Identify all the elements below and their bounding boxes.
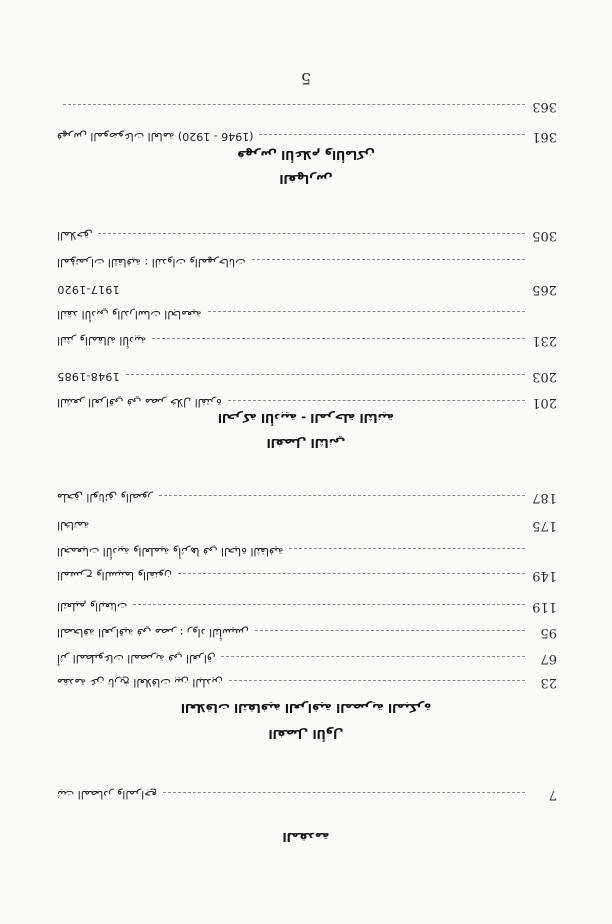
leader-dots bbox=[290, 549, 526, 550]
leader-dots bbox=[133, 605, 525, 606]
chapter-subheading-ch2: الحركة الأدبية - المرحلة الثانية bbox=[217, 411, 395, 425]
toc-entry bbox=[57, 648, 557, 666]
toc-entry-page: 95 bbox=[540, 625, 557, 640]
toc-entry-text: المؤتمرات الثقافية : الندوات والمهرجانات bbox=[57, 256, 246, 269]
toc-entry bbox=[57, 565, 557, 583]
toc-entry-text: النثر والمقالة الأدبية bbox=[57, 334, 147, 347]
page-number: 5 bbox=[300, 69, 312, 88]
toc-entry-text: 1948-1985 bbox=[57, 370, 120, 383]
leader-dots bbox=[259, 135, 525, 136]
toc-entry bbox=[57, 596, 557, 614]
leader-dots bbox=[228, 401, 525, 402]
toc-entry bbox=[57, 225, 557, 243]
chapter-heading-ch1: الفصل الأول bbox=[268, 727, 344, 741]
toc-entry-page: 361 bbox=[532, 129, 557, 144]
toc-entry-text: التعليم والبعثات bbox=[57, 600, 128, 613]
leader-dots bbox=[252, 260, 525, 261]
toc-entry-page: 7 bbox=[548, 787, 557, 802]
toc-entry bbox=[57, 251, 557, 269]
toc-entry bbox=[57, 515, 557, 533]
leader-dots bbox=[178, 574, 525, 575]
leader-dots bbox=[152, 339, 525, 340]
toc-entry bbox=[57, 366, 557, 384]
toc-entry-text: 1917-1920 bbox=[57, 283, 120, 296]
leader-dots bbox=[208, 312, 525, 313]
chapter-heading-ch0: المقدمة bbox=[282, 830, 330, 844]
toc-entry-text: الخاتمة bbox=[57, 519, 90, 532]
leader-dots bbox=[98, 234, 525, 235]
chapter-subheading-ch3: فهرس الأعلام والأماكن bbox=[237, 148, 375, 162]
toc-entry-text: الملاحق bbox=[57, 229, 93, 242]
toc-entry-page: 23 bbox=[540, 675, 557, 690]
toc-entry bbox=[57, 279, 557, 297]
toc-entry-page: 187 bbox=[532, 490, 557, 505]
toc-entry-page: 67 bbox=[540, 651, 557, 666]
toc-entry-page: 119 bbox=[532, 599, 557, 614]
leader-dots bbox=[163, 793, 525, 794]
toc-entry-page: 175 bbox=[532, 518, 557, 533]
leader-dots bbox=[159, 496, 525, 497]
toc-entry-text: مقدمة عن تاريخ العلاقات بين البلدين bbox=[57, 676, 223, 689]
toc-entry bbox=[57, 784, 557, 802]
leader-dots bbox=[255, 631, 525, 632]
toc-entry-page: 265 bbox=[532, 282, 557, 297]
toc-entry-page: 201 bbox=[532, 395, 557, 410]
toc-entry bbox=[57, 126, 557, 144]
toc-entry-page: 149 bbox=[532, 568, 557, 583]
toc-entry-text: النقد الأدبي والدراسات الجامعية bbox=[57, 308, 202, 321]
leader-dots bbox=[63, 105, 525, 106]
toc-entry-text: الصحافة العراقية في مصر : رواد التأسيس bbox=[57, 626, 249, 639]
toc-entry bbox=[57, 392, 557, 410]
toc-entry-page: 203 bbox=[532, 369, 557, 384]
toc-entry-text: ملحق الوثائق والصور bbox=[57, 491, 153, 504]
leader-dots bbox=[126, 375, 525, 376]
toc-entry bbox=[57, 303, 557, 321]
toc-entry bbox=[57, 96, 557, 114]
chapter-heading-ch3: الفهارس bbox=[279, 172, 333, 186]
toc-entry bbox=[57, 672, 557, 690]
toc-entry-page: 363 bbox=[532, 99, 557, 114]
leader-dots bbox=[229, 681, 525, 682]
toc-entry-text: فهرس الموضوعات العامة (1920 - 1946) bbox=[57, 130, 254, 143]
toc-entry bbox=[57, 540, 557, 558]
toc-entry-page: 305 bbox=[532, 228, 557, 243]
toc-entry bbox=[57, 622, 557, 640]
toc-entry bbox=[57, 330, 557, 348]
leader-dots bbox=[221, 657, 525, 658]
chapter-subheading-ch1: العلاقات الثقافية العراقية المصرية المبكرة bbox=[180, 701, 432, 715]
toc-entry bbox=[57, 487, 557, 505]
toc-entry-text: أثر المطبوعات المصرية في العراق bbox=[57, 652, 216, 665]
toc-entry-text: المسرح والسينما والفنون bbox=[57, 569, 172, 582]
toc-entry-text: الجمعيات الأدبية والعلمية وأثرها في الحياة الثقافية bbox=[57, 545, 284, 558]
toc-entry-page: 231 bbox=[532, 333, 557, 348]
toc-entry-text: ثبت المصادر والمراجع bbox=[57, 788, 157, 801]
toc-entry-text: الشعر العراقي في مصر خلال الفترة bbox=[57, 396, 222, 409]
chapter-heading-ch2: الفصل الثاني bbox=[266, 436, 346, 450]
